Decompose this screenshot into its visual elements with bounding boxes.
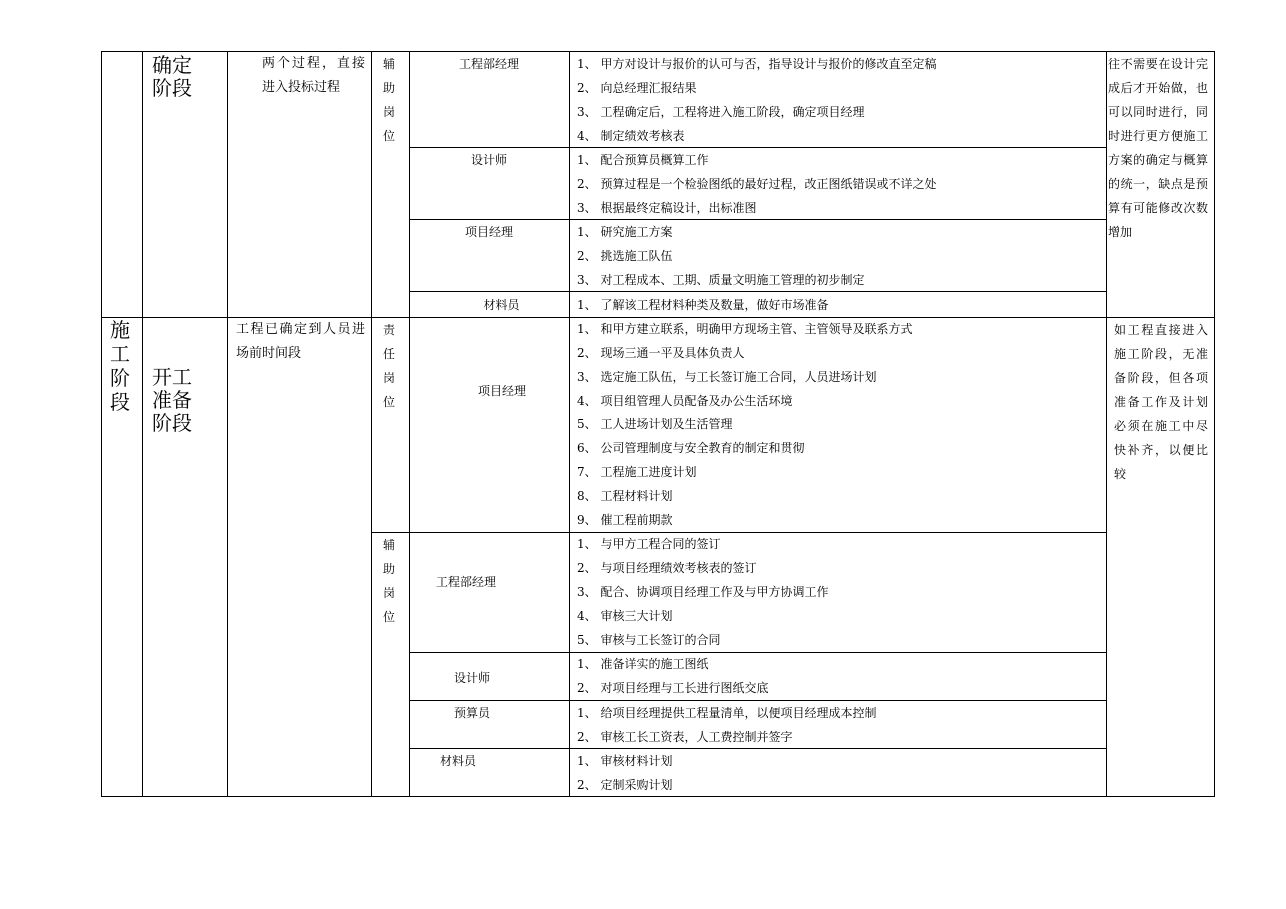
duty-item: 3、 根据最终定稿设计，出标准图 [577, 201, 757, 215]
duty-item: 9、 催工程前期款 [577, 513, 673, 527]
role-label: 预算员 [453, 706, 490, 720]
duty-item: 2、 审核工长工资表，人工费控制并签字 [577, 730, 793, 744]
duty-item: 2、 与项目经理绩效考核表的签订 [577, 561, 757, 575]
table-right-border [1214, 51, 1215, 797]
stage-label-confirm: 确定阶段 [152, 53, 192, 100]
stage-label-prep: 开工准备阶段 [152, 365, 192, 435]
remark-note: 如工程直接进入施工阶段，无准备阶段，但各项准备工作及计划必须在施工中尽快补齐，以便比较 [1114, 323, 1208, 481]
role-label: 工程部经理 [435, 575, 496, 589]
row-divider [409, 652, 1106, 653]
duty-item: 2、 对项目经理与工长进行图纸交底 [577, 681, 769, 695]
role-label: 工程部经理 [458, 57, 519, 71]
role-label: 设计师 [453, 671, 490, 685]
duty-item: 3、 配合、协调项目经理工作及与甲方协调工作 [577, 585, 829, 599]
post-type-label: 辅助岗位 [382, 538, 395, 624]
column-divider [569, 51, 570, 797]
row-divider [409, 700, 1106, 701]
column-divider [142, 51, 143, 797]
duty-item: 5、 审核与工长签订的合同 [577, 633, 721, 647]
stage-description: 工程已确定到人员进场前时间段 [236, 322, 365, 361]
stage-description: 两个过程，直接进入投标过程 [262, 56, 365, 95]
table-bottom-border [101, 796, 1215, 797]
duty-item: 1、 和甲方建立联系，明确甲方现场主管、主管领导及联系方式 [577, 322, 913, 336]
duty-item: 3、 选定施工队伍，与工长签订施工合同，人员进场计划 [577, 370, 877, 384]
duty-item: 4、 制定绩效考核表 [577, 129, 685, 143]
column-divider [1106, 51, 1107, 797]
role-label: 项目经理 [477, 384, 526, 398]
duty-item: 4、 审核三大计划 [577, 609, 673, 623]
duty-item: 1、 研究施工方案 [577, 225, 673, 239]
duty-item: 1、 了解该工程材料种类及数量，做好市场准备 [577, 298, 829, 312]
duty-item: 8、 工程材料计划 [577, 489, 673, 503]
duty-item: 5、 工人进场计划及生活管理 [577, 417, 733, 431]
duty-item: 1、 准备详实的施工图纸 [577, 657, 709, 671]
duty-item: 2、 向总经理汇报结果 [577, 81, 697, 95]
post-type-label: 辅助岗位 [382, 57, 395, 143]
row-divider [409, 748, 1106, 749]
row-divider [371, 532, 1106, 533]
role-label: 材料员 [483, 298, 520, 312]
role-label: 材料员 [439, 754, 476, 768]
duty-item: 1、 甲方对设计与报价的认可与否，指导设计与报价的修改直至定稿 [577, 57, 937, 71]
duty-item: 4、 项目组管理人员配备及办公生活环境 [577, 394, 793, 408]
column-divider [371, 51, 372, 797]
phase-label-construction: 施工阶段 [110, 318, 130, 414]
row-divider [409, 291, 1106, 292]
post-type-label: 责任岗位 [382, 323, 395, 409]
duty-item: 6、 公司管理制度与安全教育的制定和贯彻 [577, 441, 805, 455]
duty-item: 1、 给项目经理提供工程量清单，以便项目经理成本控制 [577, 706, 877, 720]
row-divider [409, 147, 1106, 148]
column-divider [227, 51, 228, 797]
role-label: 项目经理 [464, 225, 513, 239]
table-left-border [101, 51, 102, 797]
duty-item: 3、 工程确定后，工程将进入施工阶段，确定项目经理 [577, 105, 865, 119]
duty-item: 2、 现场三通一平及具体负责人 [577, 346, 745, 360]
remark-note: 往不需要在设计完成后才开始做，也可以同时进行，同时进行更方便施工方案的确定与概算的统一，缺点是预算有可能修改次数增加 [1108, 57, 1208, 239]
role-label: 设计师 [470, 153, 507, 167]
duty-item: 2、 定制采购计划 [577, 778, 673, 792]
duty-item: 1、 与甲方工程合同的签订 [577, 537, 721, 551]
duty-item: 1、 审核材料计划 [577, 754, 673, 768]
duty-item: 1、 配合预算员概算工作 [577, 153, 709, 167]
duty-item: 3、 对工程成本、工期、质量文明施工管理的初步制定 [577, 273, 865, 287]
duty-item: 2、 预算过程是一个检验图纸的最好过程，改正图纸错误或不详之处 [577, 177, 937, 191]
row-divider [409, 219, 1106, 220]
duty-item: 2、 挑选施工队伍 [577, 249, 673, 263]
duty-item: 7、 工程施工进度计划 [577, 465, 697, 479]
